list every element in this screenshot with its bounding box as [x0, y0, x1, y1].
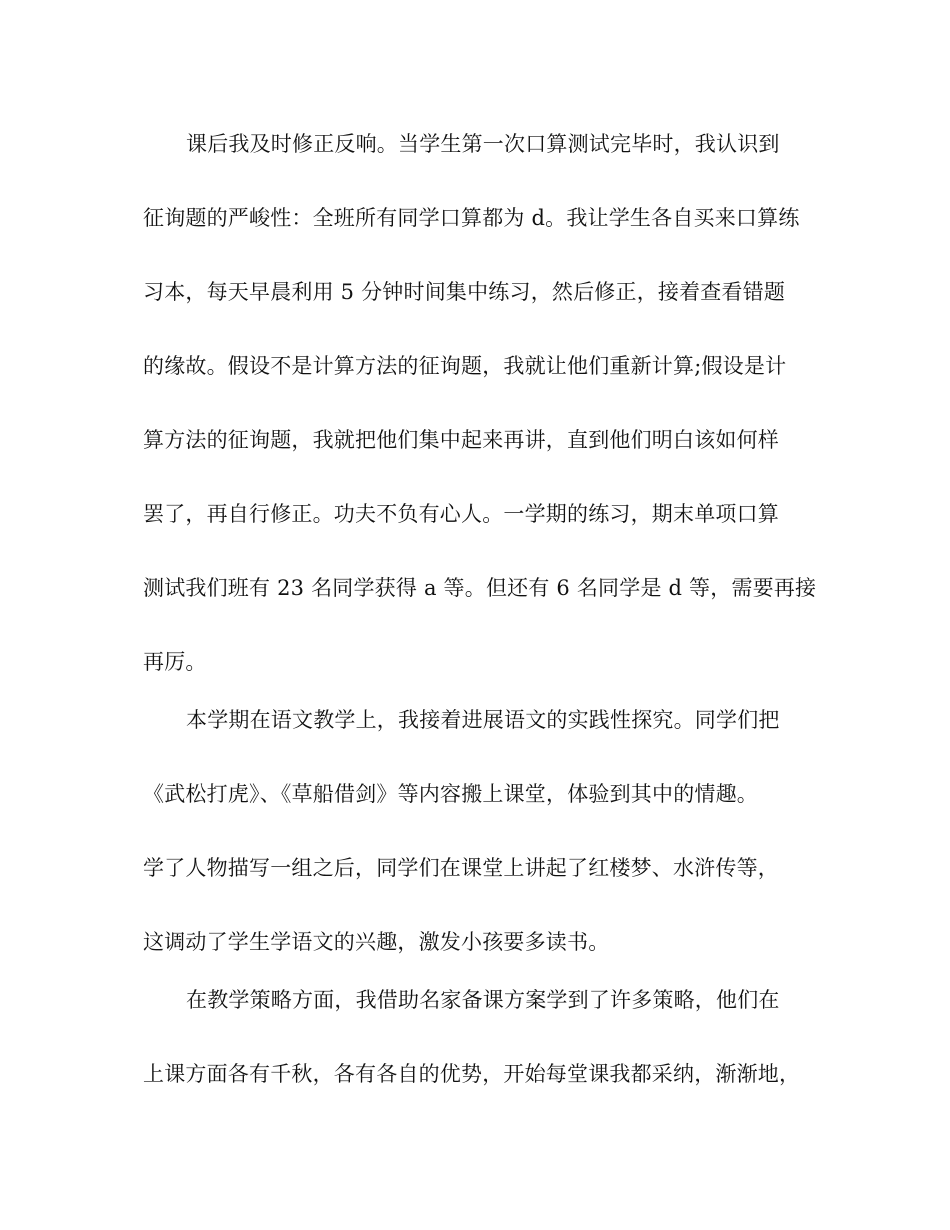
paragraph-1-line-5: 算方法的征询题，我就把他们集中起来再讲，直到他们明白该如何样 — [143, 428, 779, 452]
paragraph-1-line-1: 课后我及时修正反响。当学生第一次口算测试完毕时，我认识到 — [186, 132, 780, 156]
paragraph-1-line-4: 的缘故。假设不是计算方法的征询题，我就让他们重新计算;假设是计 — [143, 354, 787, 378]
paragraph-1-line-7: 测试我们班有 23 名同学获得 a 等。但还有 6 名同学是 d 等，需要再接 — [143, 576, 817, 600]
paragraph-2-line-4: 这调动了学生学语文的兴趣，激发小孩要多读书。 — [143, 930, 610, 954]
paragraph-3-line-1: 在教学策略方面，我借助名家备课方案学到了许多策略，他们在 — [186, 988, 780, 1012]
paragraph-1-line-6: 罢了，再自行修正。功夫不负有心人。一学期的练习，期末单项口算 — [143, 502, 779, 526]
paragraph-2-line-2: 《武松打虎》、《草船借剑》等内容搬上课堂，体验到其中的情趣。 — [143, 782, 758, 806]
paragraph-1-line-2: 征询题的严峻性：全班所有同学口算都为 d。我让学生各自买来口算练 — [143, 206, 800, 230]
paragraph-1-line-8: 再厉。 — [143, 650, 207, 674]
paragraph-2-line-1: 本学期在语文教学上，我接着进展语文的实践性探究。同学们把 — [186, 708, 780, 732]
paragraph-2-line-3: 学了人物描写一组之后，同学们在课堂上讲起了红楼梦、水浒传等， — [143, 856, 779, 880]
paragraph-1-line-3: 习本，每天早晨利用 5 分钟时间集中练习，然后修正，接着查看错题 — [143, 280, 786, 304]
paragraph-3-line-2: 上课方面各有千秋，各有各自的优势，开始每堂课我都采纳，渐渐地， — [143, 1062, 801, 1086]
